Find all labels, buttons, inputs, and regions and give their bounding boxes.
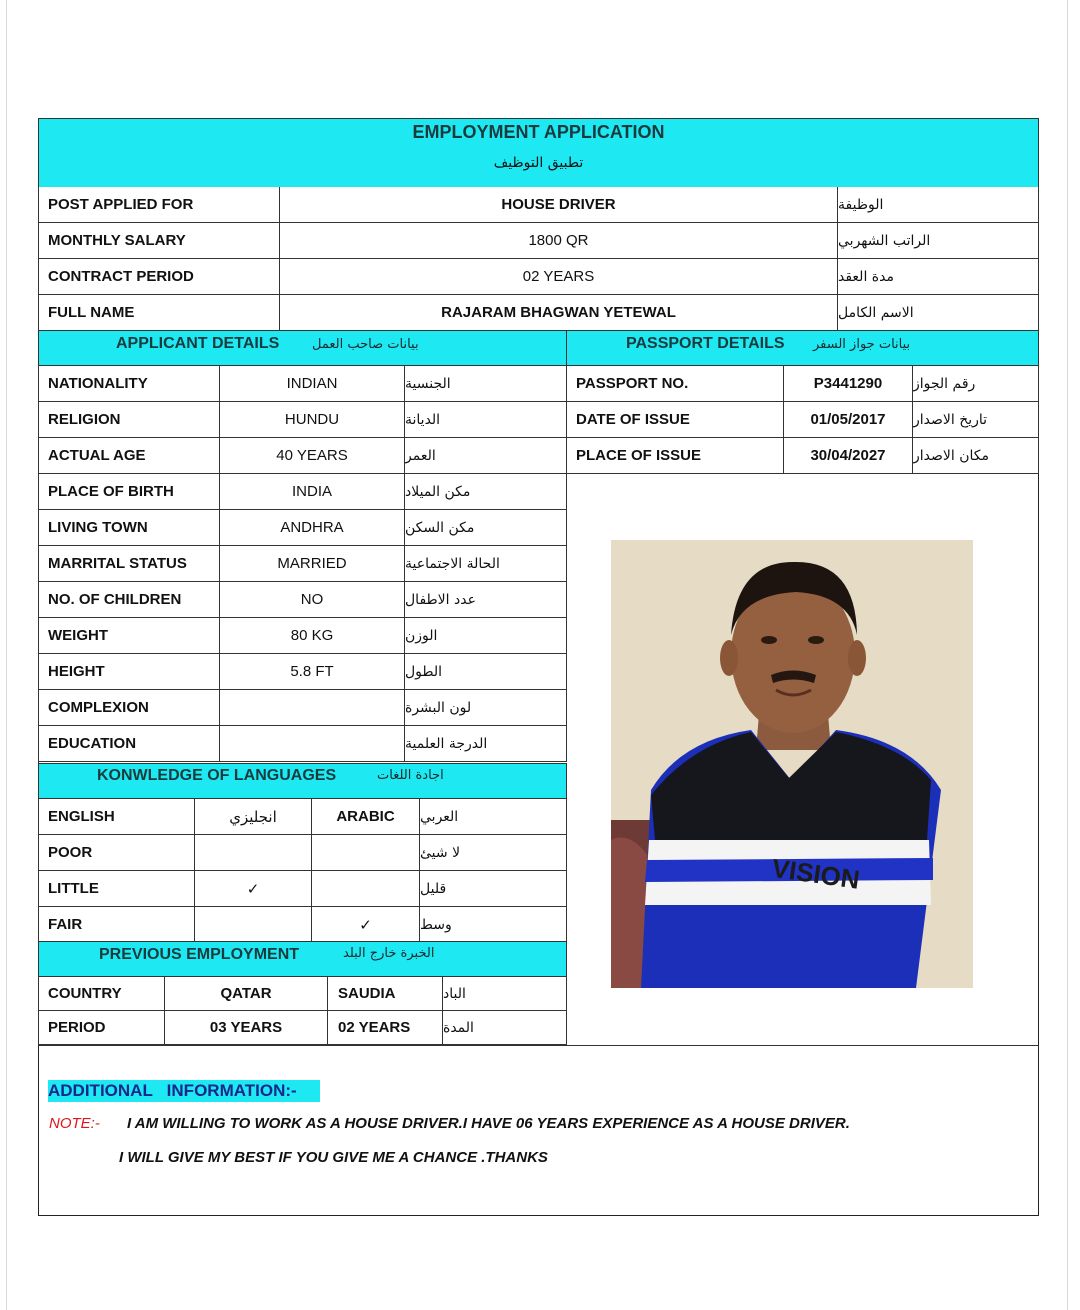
previous-employment-heading: PREVIOUS EMPLOYMENT <box>99 946 300 963</box>
applicant-field-label: WEIGHT <box>38 618 220 654</box>
applicant-field-label-arabic: الحالة الاجتماعية <box>405 546 567 582</box>
passport-field-label-arabic: مكان الاصدار <box>913 438 1039 474</box>
top-row-label-arabic: الوظيفة <box>838 187 1039 223</box>
previous-employment-heading-arabic: الخبرة خارج البلد <box>343 946 435 961</box>
applicant-field-label: LIVING TOWN <box>38 510 220 546</box>
applicant-field-label-arabic: الديانة <box>405 402 567 438</box>
note-line-1: I AM WILLING TO WORK AS A HOUSE DRIVER.I HAVE 06 YEARS EXPERIENCE AS A HOUSE DRIVER. <box>127 1115 850 1132</box>
note-label: NOTE:- <box>49 1115 100 1132</box>
top-row-label: POST APPLIED FOR <box>38 187 280 223</box>
passport-field-label-arabic: رقم الجواز <box>913 366 1039 402</box>
applicant-field-value: MARRIED <box>220 546 405 582</box>
top-row-label: FULL NAME <box>38 295 280 331</box>
top-row-label-arabic: الاسم الكامل <box>838 295 1039 331</box>
arabic-level-check: ✓ <box>312 907 420 943</box>
previous-employment-label-arabic: المدة <box>443 1011 567 1045</box>
title-bar <box>38 118 1039 188</box>
previous-employment-value-2: SAUDIA <box>328 977 443 1011</box>
previous-employment-label-arabic: الباد <box>443 977 567 1011</box>
applicant-field-label-arabic: العمر <box>405 438 567 474</box>
top-row-label-arabic: مدة العقد <box>838 259 1039 295</box>
passport-field-value: 01/05/2017 <box>784 402 913 438</box>
passport-details-heading-arabic: بيانات جواز السفر <box>813 337 911 352</box>
section-divider <box>38 1045 1039 1046</box>
applicant-field-label: RELIGION <box>38 402 220 438</box>
english-level-check <box>195 907 312 943</box>
passport-field-label: PASSPORT NO. <box>566 366 784 402</box>
applicant-field-label: PLACE OF BIRTH <box>38 474 220 510</box>
previous-employment-label: PERIOD <box>38 1011 165 1045</box>
language-level-label: POOR <box>38 835 195 871</box>
passport-field-value: 30/04/2027 <box>784 438 913 474</box>
top-row-value: 1800 QR <box>280 223 838 259</box>
applicant-field-label: COMPLEXION <box>38 690 220 726</box>
language-level-label-arabic: لا شيئ <box>420 835 567 871</box>
english-column-label-arabic: انجليزي <box>195 799 312 835</box>
applicant-details-heading-arabic: بيانات صاحب العمل <box>312 337 419 352</box>
top-row-label: MONTHLY SALARY <box>38 223 280 259</box>
applicant-field-value: INDIAN <box>220 366 405 402</box>
passport-field-value: P3441290 <box>784 366 913 402</box>
applicant-field-value: INDIA <box>220 474 405 510</box>
language-level-label: FAIR <box>38 907 195 943</box>
additional-info-heading: ADDITIONAL INFORMATION:- <box>48 1080 320 1102</box>
previous-employment-value-2: 02 YEARS <box>328 1011 443 1045</box>
applicant-details-heading: APPLICANT DETAILS <box>116 335 280 352</box>
applicant-field-label-arabic: مكن الميلاد <box>405 474 567 510</box>
arabic-level-check <box>312 871 420 907</box>
languages-heading: KONWLEDGE OF LANGUAGES <box>97 767 337 784</box>
passport-field-label: PLACE OF ISSUE <box>566 438 784 474</box>
applicant-photo <box>611 540 973 988</box>
top-row-value: RAJARAM BHAGWAN YETEWAL <box>280 295 838 331</box>
applicant-field-label: NATIONALITY <box>38 366 220 402</box>
applicant-field-label-arabic: الطول <box>405 654 567 690</box>
passport-field-label: DATE OF ISSUE <box>566 402 784 438</box>
applicant-field-label-arabic: مكن السكن <box>405 510 567 546</box>
languages-heading-arabic: اجادة اللغات <box>377 768 444 783</box>
applicant-field-label: NO. OF CHILDREN <box>38 582 220 618</box>
language-level-label-arabic: وسط <box>420 907 567 943</box>
applicant-field-value <box>220 726 405 762</box>
arabic-column-label: ARABIC <box>312 799 420 835</box>
applicant-field-value: 40 YEARS <box>220 438 405 474</box>
applicant-field-label-arabic: لون البشرة <box>405 690 567 726</box>
english-level-check <box>195 835 312 871</box>
applicant-photo-illustration <box>611 540 973 988</box>
applicant-field-label: EDUCATION <box>38 726 220 762</box>
previous-employment-value-1: 03 YEARS <box>165 1011 328 1045</box>
applicant-field-label-arabic: الجنسية <box>405 366 567 402</box>
top-row-value: HOUSE DRIVER <box>280 187 838 223</box>
arabic-level-check <box>312 835 420 871</box>
language-level-label-arabic: قليل <box>420 871 567 907</box>
top-row-value: 02 YEARS <box>280 259 838 295</box>
passport-details-heading: PASSPORT DETAILS <box>626 335 785 352</box>
applicant-field-label-arabic: الوزن <box>405 618 567 654</box>
arabic-column-label-arabic: العربي <box>420 799 567 835</box>
applicant-field-value: ANDHRA <box>220 510 405 546</box>
applicant-field-value <box>220 690 405 726</box>
language-level-label: LITTLE <box>38 871 195 907</box>
applicant-field-value: HUNDU <box>220 402 405 438</box>
passport-field-label-arabic: تاريخ الاصدار <box>913 402 1039 438</box>
applicant-field-value: NO <box>220 582 405 618</box>
applicant-field-label-arabic: الدرجة العلمية <box>405 726 567 762</box>
applicant-field-value: 5.8 FT <box>220 654 405 690</box>
top-row-label-arabic: الراتب الشهربي <box>838 223 1039 259</box>
english-level-check: ✓ <box>195 871 312 907</box>
applicant-field-label: ACTUAL AGE <box>38 438 220 474</box>
form-title-arabic: تطبيق التوظيف <box>493 155 584 171</box>
shirt-logo: VISION <box>770 852 862 895</box>
note-line-2: I WILL GIVE MY BEST IF YOU GIVE ME A CHANCE .THANKS <box>119 1149 548 1166</box>
applicant-field-label: HEIGHT <box>38 654 220 690</box>
applicant-field-label: MARRITAL STATUS <box>38 546 220 582</box>
previous-employment-label: COUNTRY <box>38 977 165 1011</box>
english-column-label: ENGLISH <box>38 799 195 835</box>
applicant-field-label-arabic: عدد الاطفال <box>405 582 567 618</box>
applicant-field-value: 80 KG <box>220 618 405 654</box>
top-row-label: CONTRACT PERIOD <box>38 259 280 295</box>
form-title: EMPLOYMENT APPLICATION <box>412 122 665 142</box>
previous-employment-value-1: QATAR <box>165 977 328 1011</box>
